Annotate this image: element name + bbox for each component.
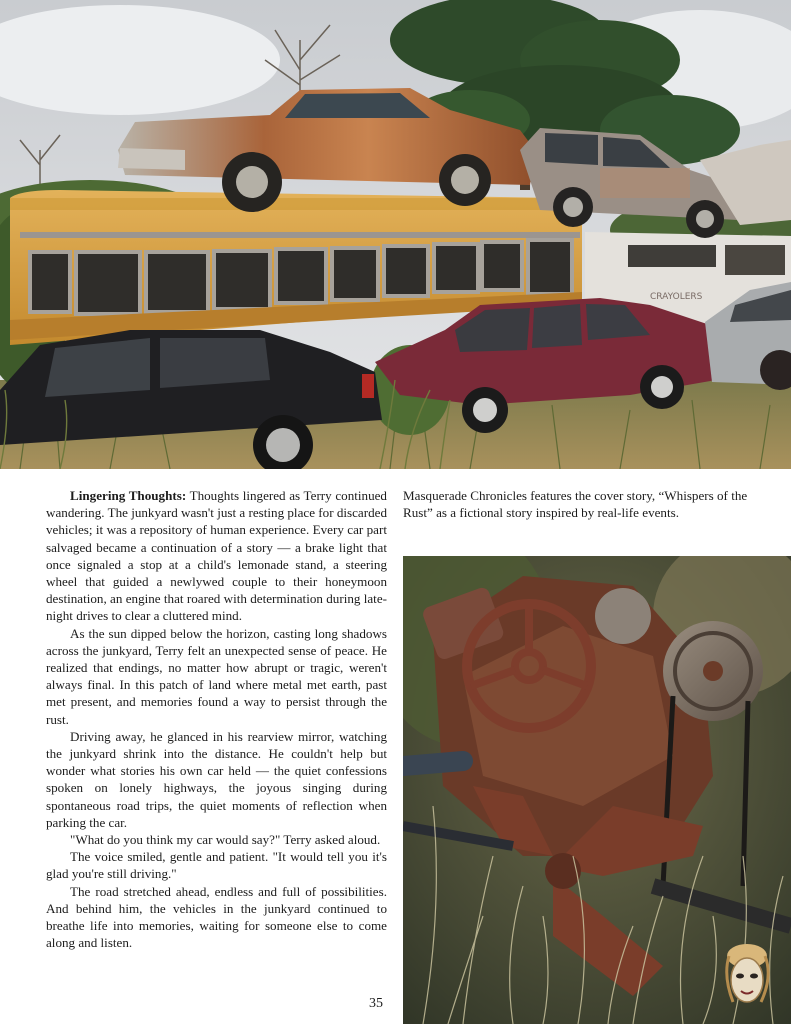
- article-paragraph: The road stretched ahead, endless and full of possibilities. And behind him, the vehicles in the junkyard continued to breathe life into memories, waiting for someone else to come along and listen.: [46, 883, 387, 951]
- bus-graffiti: CRAYOLERS: [650, 292, 703, 302]
- note-text: Masquerade Chronicles features the cover story, “Whispers of the Rust” as a fictional story inspired by real-life events.: [403, 488, 748, 521]
- page-number: 35: [369, 996, 383, 1011]
- article-paragraph: "What do you think my car would say?" Terry asked aloud.: [70, 832, 381, 848]
- article-paragraph: The voice smiled, gentle and patient. "It would tell you it's glad you're still driving.": [46, 849, 387, 882]
- article-paragraph: As the sun dipped below the horizon, casting long shadows across the junkyard, Terry felt an unexpected sense of peace. He realized that endings, no matter how abrupt or tragic, weren't always final. In this patch of land where metal met earth, past met present, and memories found a way to persist through the rust.: [46, 625, 387, 727]
- cover-story-note: [403, 487, 748, 521]
- rusty-engine-photo: [403, 556, 791, 1024]
- junkyard-cars-photo: [0, 0, 791, 469]
- article-paragraph: Driving away, he glanced in his rearview mirror, watching the junkyard shrink into the distance. He couldn't help but wonder what stories his own car held — the quiet confessions spoken on lonely highways, the joyous singing during spontaneous road trips, the quiet moments of reflection when parking the car.: [46, 728, 387, 830]
- lead-heading: Lingering Thoughts:: [70, 488, 187, 503]
- article-body: [46, 487, 387, 951]
- paragraph-text: Thoughts lingered as Terry continued wandering. The junkyard wasn't just a resting place for discarded vehicles; it was a repository of human experience. Every car part salvaged became a continuation of a story — a brake light that once signaled a stop at a child's lemonade stand, a steering wheel that guided a newlywed couple to their honeymoon destination, an engine that roared with determination during late-night drives to clear a cluttered mind.: [46, 488, 387, 624]
- article-paragraph: [46, 487, 387, 625]
